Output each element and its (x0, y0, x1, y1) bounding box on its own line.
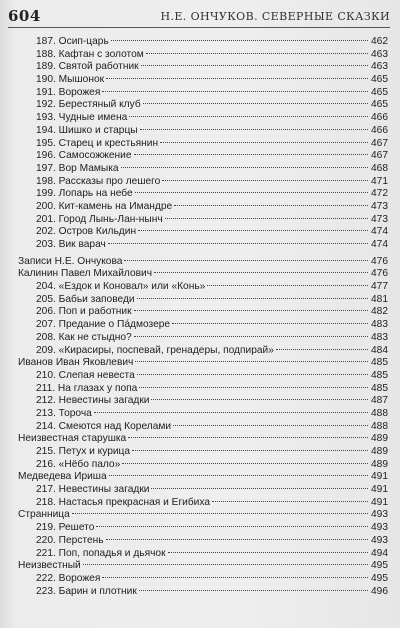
toc-page-number: 483 (371, 319, 388, 331)
toc-entry-number: 195. (36, 137, 56, 149)
toc-entry-number: 222. (36, 572, 56, 584)
toc-entry-label (36, 87, 100, 100)
toc-page-number: 487 (371, 395, 388, 407)
toc-entry-number: 191. (36, 86, 56, 98)
toc-entry-label (36, 408, 92, 421)
toc-entry-number: 217. (36, 484, 56, 496)
toc-entry-row (14, 484, 388, 497)
toc-entry-number: 188. (36, 48, 56, 60)
dot-leader (135, 192, 368, 193)
dot-leader (162, 180, 368, 181)
dot-leader (172, 323, 368, 324)
toc-entry-title: Лопарь на небе (58, 188, 133, 200)
toc-entry-number: 199. (36, 188, 56, 200)
toc-entry-title: Остров Кильдин (58, 226, 137, 238)
dot-leader (168, 552, 368, 553)
dot-leader (146, 53, 368, 54)
dot-leader (174, 205, 368, 206)
toc-page-number: 493 (371, 534, 388, 546)
toc-page-number: 476 (371, 268, 388, 280)
toc-entry-title: Поп и работник (58, 306, 132, 318)
toc-entry-label (36, 99, 141, 112)
toc-entry-number: 210. (36, 369, 56, 381)
toc-entry-label (18, 433, 126, 446)
toc-entry-title: Решето (58, 522, 95, 534)
toc-page-number: 477 (371, 281, 388, 293)
toc-page-number: 471 (371, 175, 388, 187)
toc-page-number: 462 (371, 36, 388, 47)
toc-entry-label (36, 150, 132, 163)
header-rule (8, 27, 390, 28)
toc-page-number: 496 (371, 585, 388, 597)
toc-entry-row (14, 138, 388, 151)
toc-entry-row (14, 201, 388, 214)
toc-entry-row (14, 163, 388, 176)
toc-entry-label (18, 268, 152, 281)
toc-page-number: 463 (371, 48, 388, 60)
toc-page-number: 494 (371, 547, 388, 559)
toc-entry-row (14, 87, 388, 100)
toc-entry-row (14, 61, 388, 74)
toc-entry-label (36, 370, 135, 383)
toc-page-number: 485 (371, 382, 388, 394)
toc-page-number: 489 (371, 446, 388, 457)
toc-entry-number: 190. (36, 74, 56, 86)
toc-entry-row (14, 586, 388, 599)
toc-page-number: 483 (371, 331, 388, 343)
toc-page-number: 474 (371, 226, 388, 238)
toc-entry-number: 194. (36, 124, 56, 136)
toc-entry-label (18, 357, 133, 370)
toc-entry-title: Кит-камень на Имандре (58, 200, 173, 212)
toc-entry-number: 200. (36, 200, 56, 212)
dot-leader (122, 463, 368, 464)
dot-leader (139, 590, 368, 591)
dot-leader (173, 425, 368, 426)
toc-page-number: 495 (371, 560, 388, 572)
toc-entry-title: Поп, попадья и дьячок (58, 547, 166, 559)
toc-entry-number: 218. (36, 496, 56, 508)
dot-leader (111, 40, 368, 41)
toc-entry-row (14, 49, 388, 62)
toc-section-row (14, 509, 388, 522)
dot-leader (143, 103, 368, 104)
toc-entry-row (14, 573, 388, 586)
toc-section-row (14, 433, 388, 446)
toc-entry-label (36, 522, 94, 535)
toc-entry-label (36, 226, 136, 239)
toc-entry-label (36, 383, 137, 396)
toc-entry-label (36, 61, 139, 74)
dot-leader (121, 167, 368, 168)
toc-entry-title: Как не стыдно? (58, 331, 132, 343)
toc-entry-number: 189. (36, 61, 56, 73)
toc-page-number: 488 (371, 420, 388, 432)
dot-leader (109, 475, 368, 476)
toc-entry-row (14, 150, 388, 163)
page-number: 604 (8, 7, 41, 25)
table-of-contents (14, 36, 388, 598)
toc-entry-title: «Ездок и Коновал» или «Конь» (58, 281, 206, 293)
dot-leader (151, 399, 368, 400)
toc-page-number: 465 (371, 99, 388, 111)
dot-leader (151, 488, 368, 489)
toc-page-number: 484 (371, 344, 388, 356)
toc-entry-number: 207. (36, 319, 56, 331)
toc-entry-row (14, 99, 388, 112)
toc-entry-label (36, 446, 130, 459)
toc-entry-row (14, 188, 388, 201)
toc-entry-number: 215. (36, 446, 56, 457)
toc-entry-number: 203. (36, 239, 56, 250)
toc-entry-label (18, 509, 70, 522)
toc-entry-number: 193. (36, 112, 56, 124)
toc-entry-title: Невестины загадки (58, 484, 150, 496)
toc-entry-title: «Нёбо пало» (58, 458, 121, 470)
toc-page-number: 466 (371, 124, 388, 136)
toc-entry-label (36, 112, 127, 125)
toc-entry-number: 220. (36, 534, 56, 546)
toc-entry-number: 204. (36, 281, 56, 293)
toc-entry-label (36, 214, 163, 227)
toc-page-number: 467 (371, 150, 388, 162)
dot-leader (106, 78, 368, 79)
dot-leader (154, 272, 368, 273)
dot-leader (137, 374, 368, 375)
toc-page-number: 495 (371, 572, 388, 584)
toc-page-number: 465 (371, 74, 388, 86)
dot-leader (124, 260, 368, 261)
toc-entry-row (14, 548, 388, 561)
toc-entry-label (36, 163, 119, 176)
dot-leader (138, 230, 368, 231)
toc-entry-row (14, 395, 388, 408)
dot-leader (128, 437, 368, 438)
dot-leader (96, 526, 368, 527)
toc-entry-row (14, 421, 388, 434)
toc-entry-title: Город Лынь-Лан-нынч (58, 213, 163, 225)
running-head: Н.Е. ОНЧУКОВ. СЕВЕРНЫЕ СКАЗКИ (160, 10, 390, 23)
toc-entry-label (36, 548, 166, 561)
toc-entry-row (14, 294, 388, 307)
toc-page-number: 493 (371, 522, 388, 534)
toc-entry-label (36, 395, 149, 408)
toc-entry-number: 223. (36, 585, 56, 597)
toc-entry-row (14, 459, 388, 472)
toc-entry-number: 206. (36, 306, 56, 318)
dot-leader (94, 412, 368, 413)
toc-entry-title: Кафтан с золотом (58, 48, 144, 60)
toc-entry-title: Перстень (58, 534, 104, 546)
toc-page-number: 473 (371, 200, 388, 212)
dot-leader (72, 513, 368, 514)
toc-page-number: 493 (371, 509, 388, 521)
toc-entry-title: Шишко и старцы (58, 124, 138, 136)
toc-entry-title: Барин и плотник (58, 585, 137, 597)
toc-entry-title: Бабьи заповеди (58, 293, 135, 305)
toc-page-number: 491 (371, 484, 388, 496)
toc-page-number: 491 (371, 496, 388, 508)
toc-entry-number: 219. (36, 522, 56, 534)
toc-entry-title: Предание о Пáдмозере (58, 319, 171, 331)
dot-leader (129, 116, 368, 117)
toc-entry-label (36, 201, 172, 214)
toc-entry-label (36, 138, 158, 151)
toc-page-number: 468 (371, 162, 388, 174)
toc-entry-title: Тороча (58, 407, 92, 419)
toc-entry-label (18, 256, 122, 269)
toc-entry-row (14, 125, 388, 138)
toc-entry-number: 205. (36, 293, 56, 305)
toc-entry-title: Невестины загадки (58, 395, 150, 407)
dot-leader (83, 564, 368, 565)
dot-leader (141, 65, 368, 66)
toc-entry-label (36, 176, 160, 189)
toc-entry-row (14, 332, 388, 345)
dot-leader (134, 310, 368, 311)
toc-page-number: 474 (371, 239, 388, 250)
toc-entry-label (36, 497, 210, 510)
toc-entry-title: Записи Н.Е. Ончукова (18, 255, 123, 267)
toc-section-row (14, 471, 388, 484)
dot-leader (137, 298, 368, 299)
dot-leader (102, 91, 368, 92)
toc-entry-title: Старец и крестьянин (58, 137, 159, 149)
toc-entry-title: Настасья прекрасная и Егибиха (58, 496, 211, 508)
toc-entry-row (14, 319, 388, 332)
toc-entry-label (36, 484, 149, 497)
toc-entry-row (14, 370, 388, 383)
toc-entry-number: 214. (36, 420, 56, 432)
toc-entry-label (36, 74, 104, 87)
toc-entry-label (36, 239, 106, 252)
dot-leader (134, 154, 368, 155)
toc-entry-title: Самосожжение (58, 150, 132, 162)
toc-page-number: 489 (371, 433, 388, 445)
toc-entry-number: 212. (36, 395, 56, 407)
toc-entry-number: 197. (36, 162, 56, 174)
dot-leader (160, 142, 368, 143)
toc-entry-number: 211. (36, 382, 56, 394)
toc-entry-row (14, 408, 388, 421)
toc-entry-row (14, 36, 388, 49)
toc-entry-row (14, 446, 388, 459)
dot-leader (139, 387, 368, 388)
toc-entry-title: Неизвестный (18, 560, 81, 572)
toc-entry-row (14, 281, 388, 294)
toc-page-number: 485 (371, 357, 388, 369)
toc-entry-title: Ворожея (58, 572, 101, 584)
toc-section-row (14, 256, 388, 269)
toc-entry-title: Чудные имена (58, 112, 128, 124)
dot-leader (212, 501, 368, 502)
toc-entry-number: 201. (36, 213, 56, 225)
toc-entry-number: 209. (36, 344, 56, 356)
toc-entry-number: 196. (36, 150, 56, 162)
dot-leader (132, 450, 368, 451)
toc-entry-label (36, 459, 120, 472)
dot-leader (134, 336, 368, 337)
toc-entry-number: 208. (36, 331, 56, 343)
toc-entry-title: Мышонок (58, 74, 105, 86)
toc-page-number: 465 (371, 86, 388, 98)
toc-entry-title: Смеются над Корелами (58, 420, 172, 432)
toc-entry-number: 202. (36, 226, 56, 238)
toc-section-row (14, 357, 388, 370)
toc-entry-title: На глазах у попа (57, 382, 138, 394)
dot-leader (135, 361, 368, 362)
toc-entry-label (36, 421, 171, 434)
toc-entry-row (14, 535, 388, 548)
page-header (8, 5, 390, 27)
toc-entry-label (36, 586, 137, 599)
toc-page-number: 473 (371, 213, 388, 225)
toc-page-number: 481 (371, 293, 388, 305)
toc-entry-title: Ворожея (58, 86, 101, 98)
toc-entry-row (14, 345, 388, 358)
toc-page-number: 472 (371, 188, 388, 200)
toc-entry-title: Медведева Ириша (18, 471, 107, 483)
toc-entry-title: «Кирасиры, поспевай, гренадеры, подпирай» (58, 344, 274, 356)
toc-entry-number: 216. (36, 458, 56, 470)
toc-entry-row (14, 239, 388, 252)
toc-entry-number: 187. (36, 36, 56, 47)
toc-entry-label (36, 125, 138, 138)
toc-page-number: 489 (371, 458, 388, 470)
toc-entry-label (36, 332, 132, 345)
toc-entry-title: Рассказы про лешего (58, 175, 161, 187)
toc-entry-label (18, 560, 81, 573)
toc-entry-row (14, 74, 388, 87)
toc-entry-label (36, 573, 100, 586)
toc-page-number: 488 (371, 407, 388, 419)
dot-leader (102, 577, 368, 578)
toc-entry-label (36, 345, 274, 358)
toc-entry-row (14, 176, 388, 189)
toc-entry-label (36, 306, 132, 319)
dot-leader (276, 349, 368, 350)
toc-entry-row (14, 226, 388, 239)
toc-entry-label (36, 294, 135, 307)
toc-page-number: 482 (371, 306, 388, 318)
toc-entry-label (36, 319, 170, 332)
toc-entry-row (14, 383, 388, 396)
toc-page-number: 463 (371, 61, 388, 73)
toc-entry-title: Слепая невеста (58, 369, 135, 381)
toc-entry-row (14, 112, 388, 125)
dot-leader (106, 539, 368, 540)
toc-entry-label (36, 281, 205, 294)
toc-entry-number: 221. (36, 547, 56, 559)
toc-entry-label (18, 471, 107, 484)
toc-entry-number: 198. (36, 175, 56, 187)
toc-entry-title: Берестяный клуб (58, 99, 141, 111)
toc-entry-label (36, 188, 133, 201)
toc-entry-row (14, 214, 388, 227)
toc-page-number: 485 (371, 369, 388, 381)
toc-entry-label (36, 49, 144, 62)
dot-leader (140, 129, 368, 130)
toc-page-number: 476 (371, 255, 388, 267)
toc-entry-title: Неизвестная старушка (18, 433, 127, 445)
toc-entry-label (36, 36, 109, 49)
dot-leader (108, 243, 368, 244)
dot-leader (165, 218, 368, 219)
toc-entry-number: 192. (36, 99, 56, 111)
toc-entry-title: Иванов Иван Яковлевич (18, 357, 134, 369)
toc-entry-title: Осип-царь (58, 36, 109, 47)
dot-leader (207, 285, 368, 286)
toc-entry-title: Петух и курица (58, 446, 131, 457)
toc-entry-title: Вик варач (58, 239, 106, 250)
toc-entry-title: Странница (18, 509, 70, 521)
toc-section-row (14, 268, 388, 281)
toc-page-number: 491 (371, 471, 388, 483)
toc-page-number: 466 (371, 112, 388, 124)
toc-page-number: 467 (371, 137, 388, 149)
toc-entry-row (14, 306, 388, 319)
toc-entry-title: Калинин Павел Михайлович (18, 268, 153, 280)
toc-entry-row (14, 497, 388, 510)
toc-entry-title: Святой работник (58, 61, 139, 73)
toc-entry-row (14, 522, 388, 535)
toc-entry-title: Вор Мамыка (58, 162, 119, 174)
toc-section-row (14, 560, 388, 573)
toc-entry-label (36, 535, 104, 548)
toc-entry-number: 213. (36, 407, 56, 419)
